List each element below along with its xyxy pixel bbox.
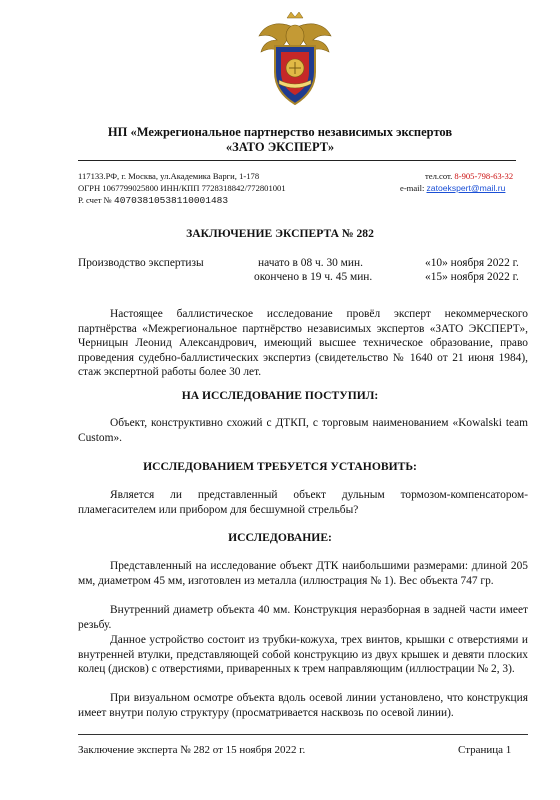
org-address: 117133.РФ, г. Москва, ул.Академика Варги, 1-178 bbox=[78, 171, 260, 181]
org-name-line1: НП «Межрегиональное партнерство независимых экспертов bbox=[107, 125, 453, 139]
question-heading: ИССЛЕДОВАНИЕМ ТРЕБУЕТСЯ УСТАНОВИТЬ: bbox=[143, 460, 417, 473]
research-paragraph-1: Представленный на исследование объект ДТК наибольшими размерами: длиной 205 мм, диаметром 45 мм, изготовлен из металла (иллюстрация № 1). Вес объекта 747 гр. bbox=[78, 560, 528, 587]
footer-divider bbox=[78, 734, 528, 735]
account-value: 40703810538110001483 bbox=[114, 195, 229, 206]
received-text: Объект, конструктивно схожий с ДТКП, с торговым наименованием «Kowalski team Custom». bbox=[78, 417, 528, 444]
phone-label: тел.сот. bbox=[425, 171, 453, 181]
org-email bbox=[400, 182, 505, 194]
production-finished: окончено в 19 ч. 45 мин. bbox=[254, 271, 373, 283]
intro-paragraph: Настоящее баллистическое исследование провёл эксперт некоммерческого партнёрства «Межрегиональное партнёрство независимых экспертов «ЗАТО ЭКСПЕРТ», Черницын Леонид Александрович, имеющий высшее техническое образование, право проведения судебно-баллистических экспертиз (свидетельство № 1640 от 21 июня 1984), стаж экспертной работы более 30 лет. bbox=[78, 308, 528, 379]
research-paragraph-4: При визуальном осмотре объекта вдоль осевой линии установлено, что конструкция имеет внутри полую структуру (просматривается насквозь по осевой линии). bbox=[78, 692, 528, 719]
question-text: Является ли представленный объект дульным тормозом-компенсатором-пламегасителем или прибором для бесшумной стрельбы? bbox=[78, 489, 528, 516]
page-number: Страница 1 bbox=[458, 744, 512, 756]
header-divider bbox=[78, 160, 516, 161]
research-paragraph-2: Внутренний диаметр объекта 40 мм. Конструкция неразборная в задней части имеет резьбу. bbox=[78, 604, 528, 631]
org-name-line2: «ЗАТО ЭКСПЕРТ» bbox=[225, 140, 335, 154]
phone-value: 8-905-798-63-32 bbox=[454, 171, 514, 181]
production-started: начато в 08 ч. 30 мин. bbox=[258, 257, 363, 269]
production-label: Производство экспертизы bbox=[78, 257, 204, 269]
research-paragraph-3: Данное устройство состоит из трубки-кожуха, трех винтов, крышки с отверстиями и внутренней втулки, представляющей собой конструкцию из двух крышек и девяти плоских колец (дисков) с отверстиями, приваренных к трем направляющим (иллюстрации № 2, 3). bbox=[78, 634, 528, 676]
org-phone bbox=[425, 170, 513, 182]
footer-reference: Заключение эксперта № 282 от 15 ноября 2022 г. bbox=[78, 744, 306, 756]
email-label: e-mail: bbox=[400, 183, 425, 193]
org-account bbox=[78, 194, 228, 207]
org-ogrn: ОГРН 1067799025800 ИНН/КПП 7728318842/772801001 bbox=[78, 183, 286, 193]
account-label: Р. счет № bbox=[78, 195, 112, 205]
production-finished-date: «15» ноября 2022 г. bbox=[425, 271, 519, 283]
research-heading: ИССЛЕДОВАНИЕ: bbox=[228, 531, 332, 544]
received-heading: НА ИССЛЕДОВАНИЕ ПОСТУПИЛ: bbox=[181, 389, 379, 402]
expert-emblem-icon bbox=[257, 10, 333, 108]
production-started-date: «10» ноября 2022 г. bbox=[425, 257, 519, 269]
email-link[interactable]: zatoekspert@mail.ru bbox=[426, 183, 506, 193]
document-title: ЗАКЛЮЧЕНИЕ ЭКСПЕРТА № 282 bbox=[186, 227, 374, 240]
